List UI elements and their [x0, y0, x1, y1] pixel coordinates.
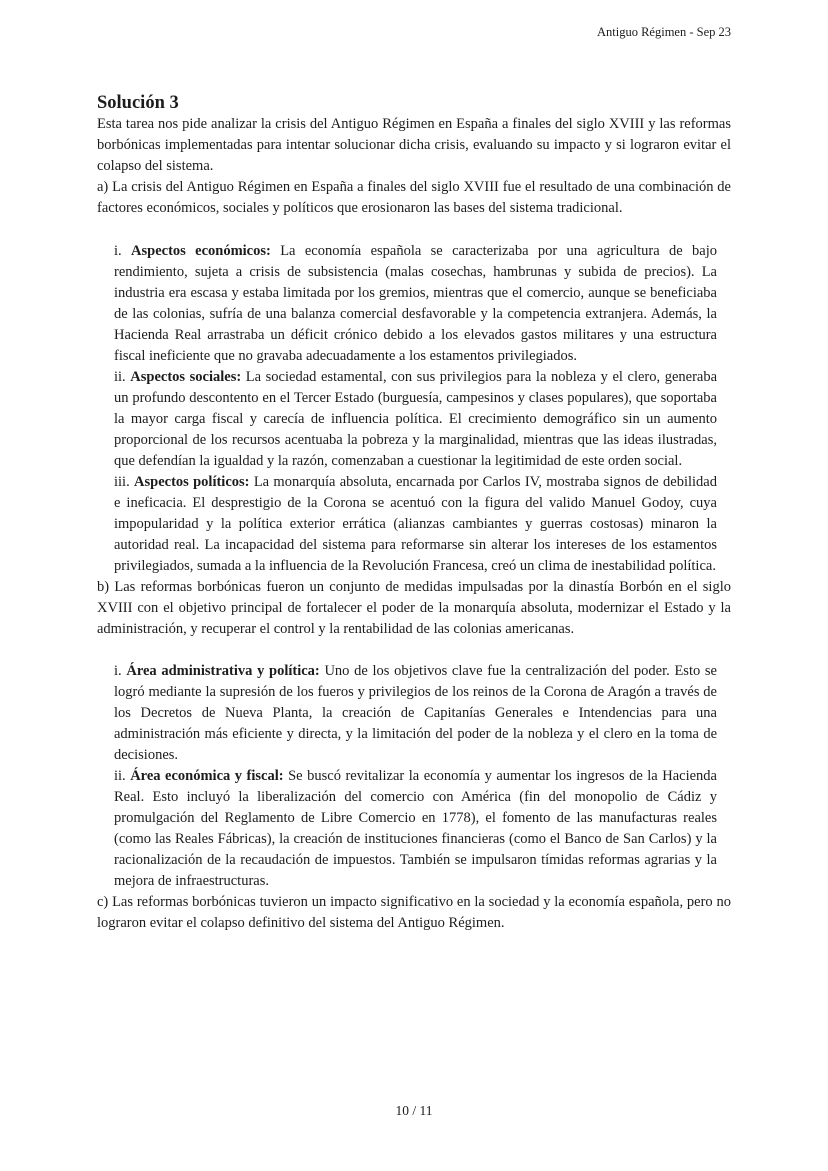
item-label: Aspectos económicos: — [131, 243, 271, 259]
document-content — [97, 0, 731, 934]
item-text: La economía española se caracterizaba por una agricultura de bajo rendimiento, sujeta a crisis de subsistencia (malas cosechas, hambrunas y subida de precios). La industria era escasa y estaba limitada por los gremios, mientras que el comercio, aunque se beneficiaba de las colonias, sufría de una balanza comercial desfavorable y la competencia extranjera. Además, la Hacienda Real arrastraba un déficit crónico debido a los elevados gastos militares y una estructura fiscal ineficiente que no gravaba adecuadamente a los estamentos privilegiados. — [114, 243, 717, 364]
item-number: i. — [114, 243, 122, 259]
list-item — [114, 241, 717, 367]
section-b-list — [114, 661, 717, 892]
page-footer — [0, 1103, 828, 1119]
item-label: Área económica y fiscal: — [130, 768, 284, 784]
item-text: Se buscó revitalizar la economía y aumentar los ingresos de la Hacienda Real. Esto incluyó la liberalización del comercio con América (fin del monopolio de Cádiz y promulgación del Reglamento de Libre Comercio en 1778), el fomento de las manufacturas reales (como las Reales Fábricas), la creación de instituciones financieras (como el Banco de San Carlos) y la racionalización de la recaudación de impuestos. También se impulsaron tímidas reformas agrarias y la mejora de infraestructuras. — [114, 768, 717, 889]
item-text: Uno de los objetivos clave fue la centralización del poder. Esto se logró mediante la supresión de los fueros y privilegios de los reinos de la Corona de Aragón a través de los Decretos de Nueva Planta, la creación de Capitanías Generales e Intendencias para una administración más eficiente y directa, y la limitación del poder de la nobleza y el clero en la toma de decisiones. — [114, 663, 717, 763]
page-title: Solución 3 — [97, 93, 179, 113]
list-item — [114, 367, 717, 472]
item-text: La sociedad estamental, con sus privilegios para la nobleza y el clero, generaba un profundo descontento en el Tercer Estado (burguesía, campesinos y clases populares), que soportaba la mayor carga fiscal y carecía de influencia política. El crecimiento demográfico sin un aumento proporcional de los recursos acentuaba la pobreza y la marginalidad, mientras que las ideas ilustradas, que defendían la igualdad y la razón, comenzaban a cuestionar la legitimidad de este orden social. — [114, 369, 718, 469]
section-a-lead: a) La crisis del Antiguo Régimen en España a finales del siglo XVIII fue el resultado de una combinación de factores económicos, sociales y políticos que erosionaron las bases del sistema tradicional. — [97, 179, 731, 216]
section-b-lead: b) Las reformas borbónicas fueron un conjunto de medidas impulsadas por la dinastía Borbón en el siglo XVIII con el objetivo principal de fortalecer el poder de la monarquía absoluta, modernizar el Estado y la administración, y recuperar el control y la rentabilidad de las colonias americanas. — [97, 579, 731, 637]
list-item — [114, 472, 717, 577]
item-number: ii. — [114, 768, 126, 784]
list-item — [114, 766, 717, 892]
item-text: La monarquía absoluta, encarnada por Carlos IV, mostraba signos de debilidad e ineficacia. El desprestigio de la Corona se acentuó con la figura del valido Manuel Godoy, cuya impopularidad y la política exterior errática (alianzas cambiantes y guerras costosas) minaron la autoridad real. La incapacidad del sistema para reformarse sin alterar los intereses de los estamentos privilegiados, sumada a la influencia de la Revolución Francesa, creó un clima de inestabilidad política. — [114, 474, 717, 574]
item-number: iii. — [114, 474, 130, 490]
intro-paragraph: Esta tarea nos pide analizar la crisis del Antiguo Régimen en España a finales del siglo XVIII y las reformas borbónicas implementadas para intentar solucionar dicha crisis, evaluando su impacto y si lograron evitar el colapso del sistema. — [97, 116, 731, 174]
item-number: i. — [114, 663, 122, 679]
item-label: Aspectos políticos: — [134, 474, 250, 490]
page-number: 10 / 11 — [395, 1103, 433, 1118]
section-a-list — [114, 241, 717, 577]
header-document-title: Antiguo Régimen - Sep 23 — [596, 25, 731, 39]
section-c-lead: c) Las reformas borbónicas tuvieron un impacto significativo en la sociedad y la economía española, pero no lograron evitar el colapso definitivo del sistema del Antiguo Régimen. — [97, 894, 731, 931]
item-number: ii. — [114, 369, 126, 385]
item-label: Área administrativa y política: — [126, 663, 320, 679]
list-item — [114, 661, 717, 766]
item-label: Aspectos sociales: — [130, 369, 242, 385]
